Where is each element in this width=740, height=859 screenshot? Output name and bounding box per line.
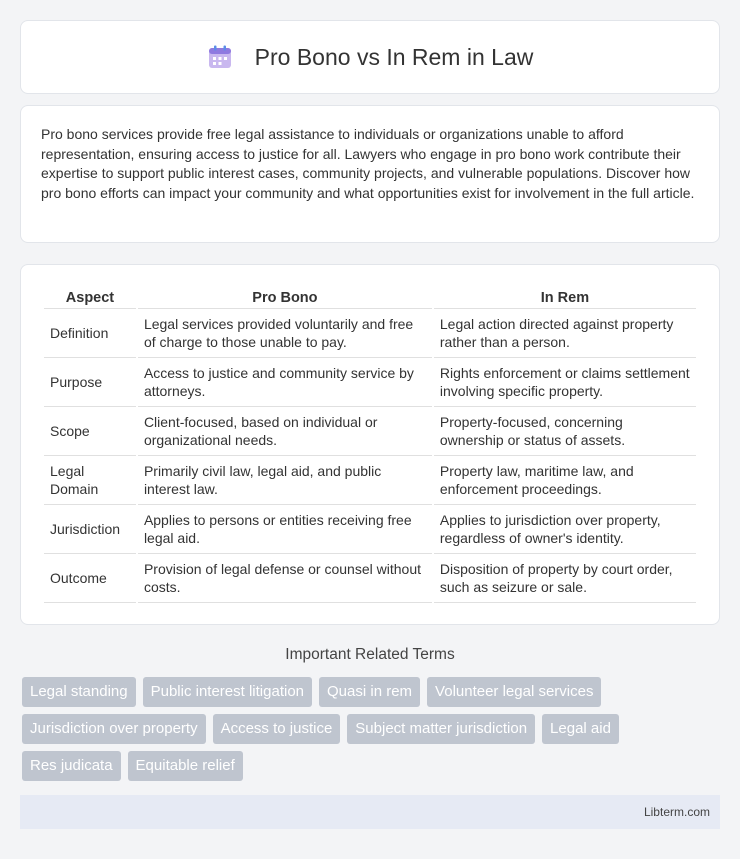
related-terms-list <box>22 677 722 788</box>
comparison-table <box>42 287 698 603</box>
cell-aspect: Scope <box>44 407 136 456</box>
cell-aspect: Outcome <box>44 554 136 603</box>
table-header-row <box>44 287 696 309</box>
cell-pro-bono: Client-focused, based on individual or organizational needs. <box>138 407 432 456</box>
table-row <box>44 456 696 505</box>
cell-in-rem: Rights enforcement or claims settlement involving specific property. <box>434 358 696 407</box>
table-row <box>44 309 696 358</box>
cell-in-rem: Applies to jurisdiction over property, regardless of owner's identity. <box>434 505 696 554</box>
comparison-card <box>20 264 720 625</box>
table-row <box>44 554 696 603</box>
footer-site-link[interactable]: Libterm.com <box>643 805 710 819</box>
header-in-rem: In Rem <box>434 287 696 309</box>
calendar-icon <box>207 44 233 70</box>
related-term-tag[interactable]: Res judicata <box>22 751 121 781</box>
page-title: Pro Bono vs In Rem in Law <box>254 43 534 70</box>
header-pro-bono: Pro Bono <box>138 287 432 309</box>
related-term-tag[interactable]: Legal standing <box>22 677 136 707</box>
table-row <box>44 358 696 407</box>
related-term-tag[interactable]: Jurisdiction over property <box>22 714 206 744</box>
cell-in-rem: Property law, maritime law, and enforcement proceedings. <box>434 456 696 505</box>
related-term-tag[interactable]: Legal aid <box>542 714 619 744</box>
cell-aspect: Definition <box>44 309 136 358</box>
header-aspect: Aspect <box>44 287 136 309</box>
cell-pro-bono: Primarily civil law, legal aid, and public interest law. <box>138 456 432 505</box>
cell-pro-bono: Provision of legal defense or counsel without costs. <box>138 554 432 603</box>
cell-aspect: Purpose <box>44 358 136 407</box>
cell-in-rem: Property-focused, concerning ownership or status of assets. <box>434 407 696 456</box>
header-card <box>20 20 720 94</box>
intro-card <box>20 105 720 243</box>
related-term-tag[interactable]: Access to justice <box>213 714 341 744</box>
related-term-tag[interactable]: Volunteer legal services <box>427 677 601 707</box>
cell-pro-bono: Legal services provided voluntarily and free of charge to those unable to pay. <box>138 309 432 358</box>
cell-in-rem: Legal action directed against property rather than a person. <box>434 309 696 358</box>
table-row <box>44 505 696 554</box>
cell-in-rem: Disposition of property by court order, such as seizure or sale. <box>434 554 696 603</box>
cell-pro-bono: Access to justice and community service by attorneys. <box>138 358 432 407</box>
related-terms-title: Important Related Terms <box>285 646 455 663</box>
cell-pro-bono: Applies to persons or entities receiving free legal aid. <box>138 505 432 554</box>
footer <box>20 795 720 829</box>
related-term-tag[interactable]: Subject matter jurisdiction <box>347 714 535 744</box>
table-row <box>44 407 696 456</box>
related-term-tag[interactable]: Public interest litigation <box>143 677 312 707</box>
cell-aspect: Legal Domain <box>44 456 136 505</box>
intro-text: Pro bono services provide free legal assistance to individuals or organizations unable to afford representation, ensuring access to justice for all. Lawyers who engage in pro bono work contribute their expertise to support public interest cases, community projects, and vulnerable populations. Discover how pro bono efforts can impact your community and what opportunities exist for involvement in the full article. <box>41 126 695 201</box>
related-term-tag[interactable]: Quasi in rem <box>319 677 420 707</box>
related-term-tag[interactable]: Equitable relief <box>128 751 243 781</box>
cell-aspect: Jurisdiction <box>44 505 136 554</box>
